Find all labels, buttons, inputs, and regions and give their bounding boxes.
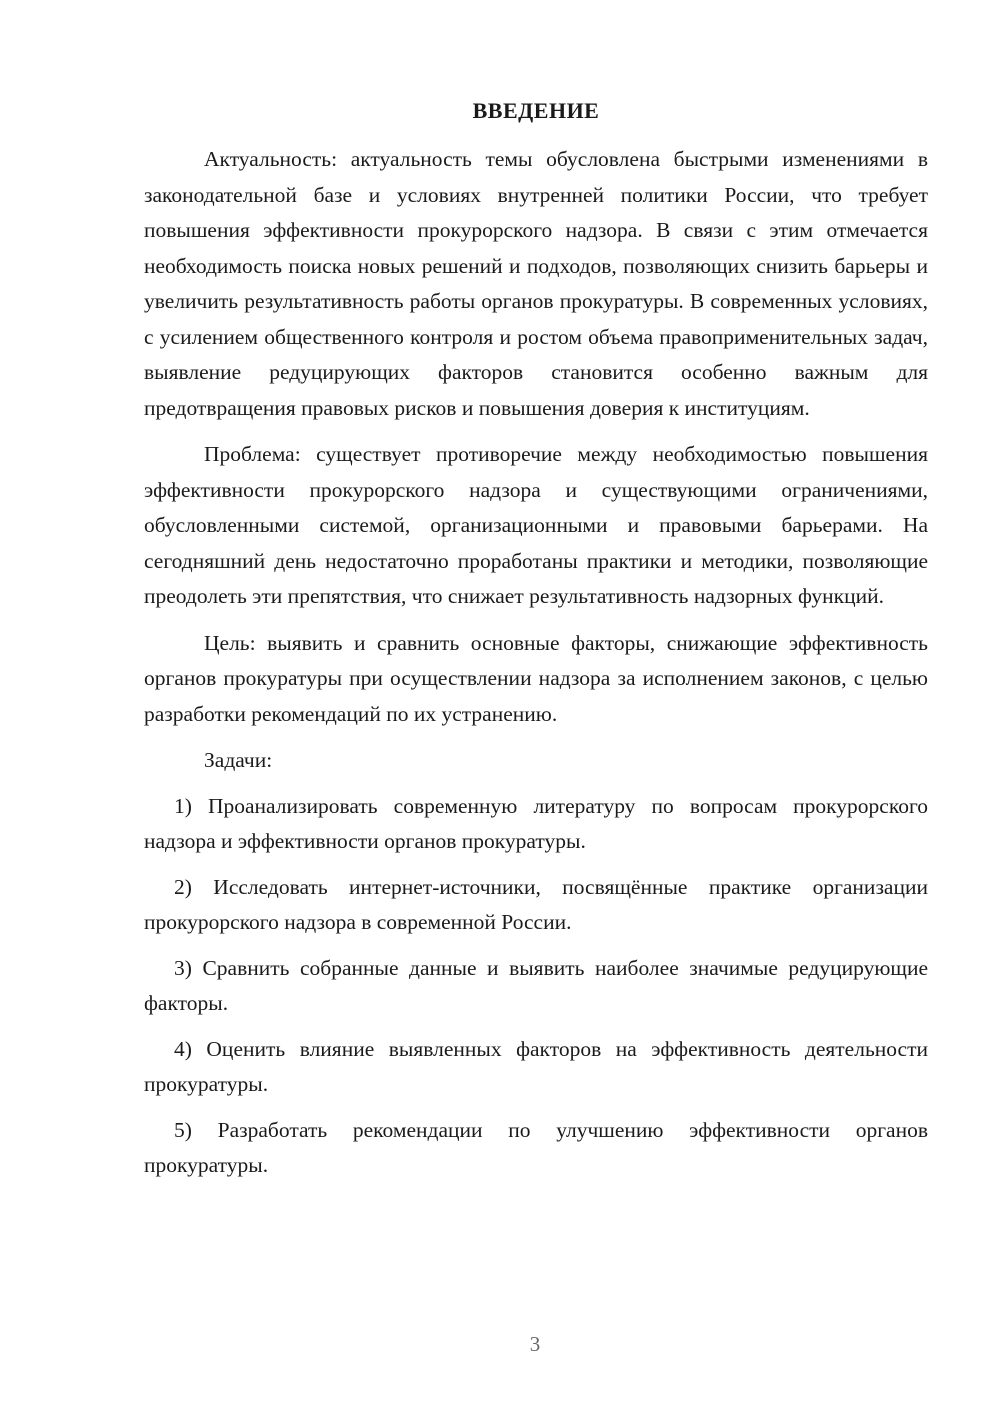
task-item-3: 3) Сравнить собранные данные и выявить наиболее значимые редуцирующие факторы. bbox=[144, 955, 928, 1015]
page-number: 3 bbox=[529, 1332, 541, 1356]
tasks-heading: Задачи: bbox=[204, 748, 273, 772]
task-item-4: 4) Оценить влияние выявленных факторов на эффективность деятельности прокуратуры. bbox=[144, 1036, 928, 1096]
page-content bbox=[144, 96, 928, 1194]
task-item-2: 2) Исследовать интернет-источники, посвящённые практике организации прокурорского надзора в современной России. bbox=[144, 874, 928, 934]
paragraph-relevance: Актуальность: актуальность темы обусловлена быстрыми изменениями в законодательной базе и условиях внутренней политики России, что требует повышения эффективности прокурорского надзора. В связи с этим отмечается необходимость поиска новых решений и подходов, позволяющих снизить барьеры и увеличить результативность работы органов прокуратуры. В современных условиях, с усилением общественного контроля и ростом объема правоприменительных задач, выявление редуцирующих факторов становится особенно важным для предотвращения правовых рисков и повышения доверия к институциям. bbox=[144, 147, 928, 420]
task-item-5: 5) Разработать рекомендации по улучшению эффективности органов прокуратуры. bbox=[144, 1117, 928, 1177]
page-title: ВВЕДЕНИЕ bbox=[472, 98, 600, 123]
paragraph-problem: Проблема: существует противоречие между необходимостью повышения эффективности прокурорского надзора и существующими ограничениями, обусловленными системой, организационными и правовыми барьерами. На сегодняшний день недостаточно проработаны практики и методики, позволяющие преодолеть эти препятствия, что снижает результативность надзорных функций. bbox=[144, 442, 928, 608]
tasks-list bbox=[144, 789, 928, 1184]
paragraph-goal: Цель: выявить и сравнить основные факторы, снижающие эффективность органов прокуратуры при осуществлении надзора за исполнением законов, с целью разработки рекомендаций по их устранению. bbox=[144, 630, 928, 726]
task-item-1: 1) Проанализировать современную литературу по вопросам прокурорского надзора и эффективности органов прокуратуры. bbox=[144, 793, 928, 853]
